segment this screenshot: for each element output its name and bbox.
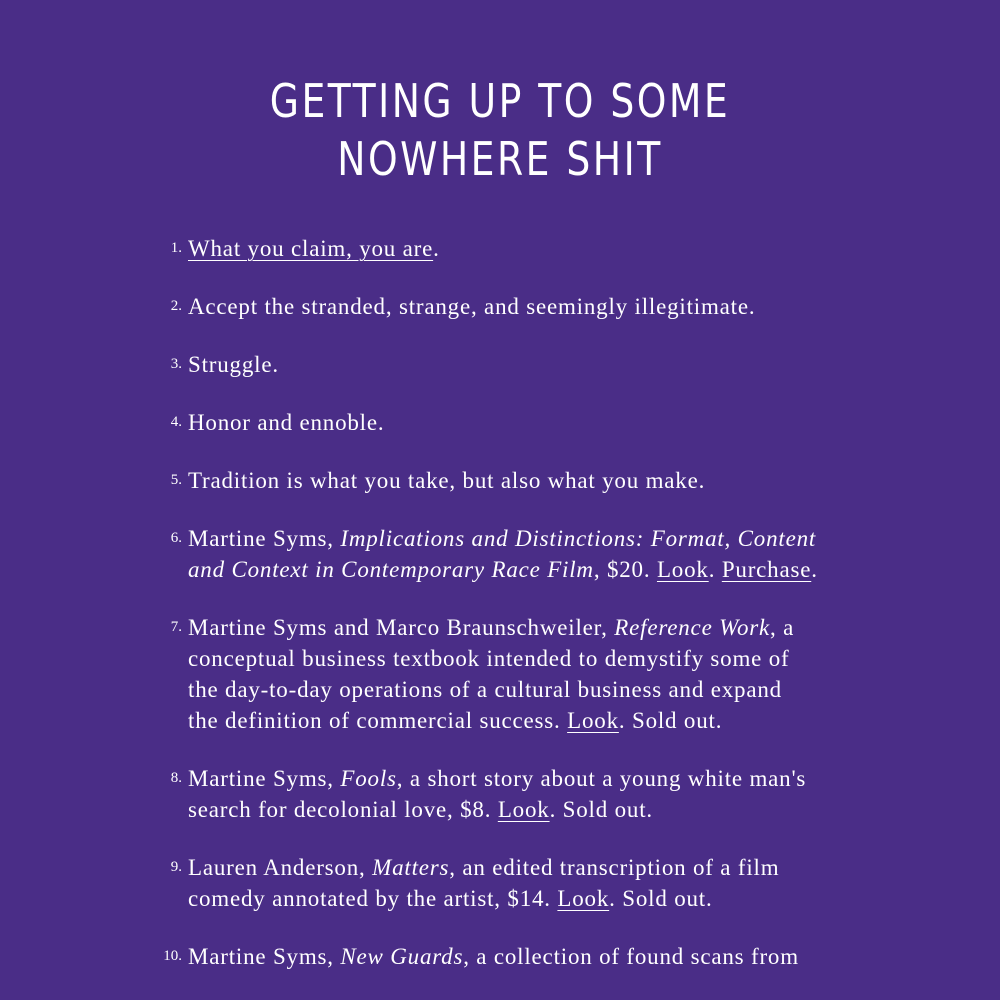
item-number: 10. bbox=[163, 948, 182, 964]
item-text: Accept the stranded, strange, and seemingly illegitimate. bbox=[188, 294, 756, 319]
list-item bbox=[170, 233, 818, 264]
item-author: Martine Syms, bbox=[188, 944, 341, 969]
item-number: 8. bbox=[170, 770, 182, 786]
item-text: . Sold out. bbox=[618, 708, 723, 733]
item-number: 9. bbox=[170, 859, 182, 875]
item-text: Struggle. bbox=[188, 352, 279, 377]
page-title-line-2: NOWHERE SHIT bbox=[337, 132, 663, 186]
item-author: Martine Syms and Marco Braunschweiler, bbox=[188, 615, 615, 640]
look-link[interactable]: Look bbox=[567, 708, 619, 733]
list-item bbox=[170, 465, 818, 496]
look-link[interactable]: Look bbox=[656, 557, 709, 582]
purchase-link[interactable]: Purchase bbox=[721, 557, 812, 582]
item-text: Honor and ennoble. bbox=[188, 410, 385, 435]
page-title bbox=[90, 72, 910, 188]
publication-title: Matters bbox=[372, 855, 450, 880]
item-author: Martine Syms, bbox=[188, 766, 341, 791]
page-title-line-1: GETTING UP TO SOME bbox=[269, 74, 731, 128]
item-text: Tradition is what you take, but also what you make. bbox=[188, 468, 706, 493]
item-number: 4. bbox=[170, 414, 182, 430]
item-text: . bbox=[811, 557, 818, 582]
item-number: 7. bbox=[170, 619, 182, 635]
list-item bbox=[170, 523, 818, 585]
item-text: , an edited transcription of a film comedy annotated by the artist, $14. bbox=[188, 855, 780, 911]
list-item bbox=[170, 349, 818, 380]
list-item bbox=[170, 612, 818, 736]
item-text: , $20. bbox=[593, 557, 657, 582]
publication-title: Reference Work bbox=[614, 615, 771, 640]
item-author: Lauren Anderson, bbox=[188, 855, 373, 880]
look-link[interactable]: Look bbox=[557, 886, 610, 911]
item-text: . bbox=[708, 557, 722, 582]
item-text: , a short story about a young white man's search for decolonial love, $8. bbox=[188, 766, 807, 822]
publication-title: Fools bbox=[340, 766, 397, 791]
item-text: . Sold out. bbox=[549, 797, 653, 822]
list-item bbox=[163, 941, 818, 972]
list-item bbox=[170, 407, 818, 438]
item-author: Martine Syms, bbox=[188, 526, 341, 551]
item-number: 3. bbox=[170, 356, 182, 372]
manifesto-list bbox=[163, 233, 818, 999]
item-number: 1. bbox=[170, 240, 182, 256]
item-text: , a collection of found scans from bbox=[463, 944, 799, 969]
publication-title: New Guards bbox=[340, 944, 464, 969]
list-item bbox=[170, 763, 818, 825]
publication-title: Implications and Distinctions: Format, Content and Context in Contemporary Race Film bbox=[188, 526, 817, 582]
look-link[interactable]: Look bbox=[497, 797, 550, 822]
item-text: . bbox=[433, 236, 440, 261]
item-number: 6. bbox=[170, 530, 182, 546]
list-item bbox=[170, 291, 818, 322]
item-number: 5. bbox=[170, 472, 182, 488]
what-you-claim-link[interactable]: What you claim, you are bbox=[188, 236, 434, 261]
item-text: . Sold out. bbox=[609, 886, 713, 911]
item-text: , a conceptual business textbook intended to demystify some of the day-to-day operations of a cultural business and expand the definition of commercial success. bbox=[188, 615, 795, 733]
list-item bbox=[170, 852, 818, 914]
item-number: 2. bbox=[170, 298, 182, 314]
